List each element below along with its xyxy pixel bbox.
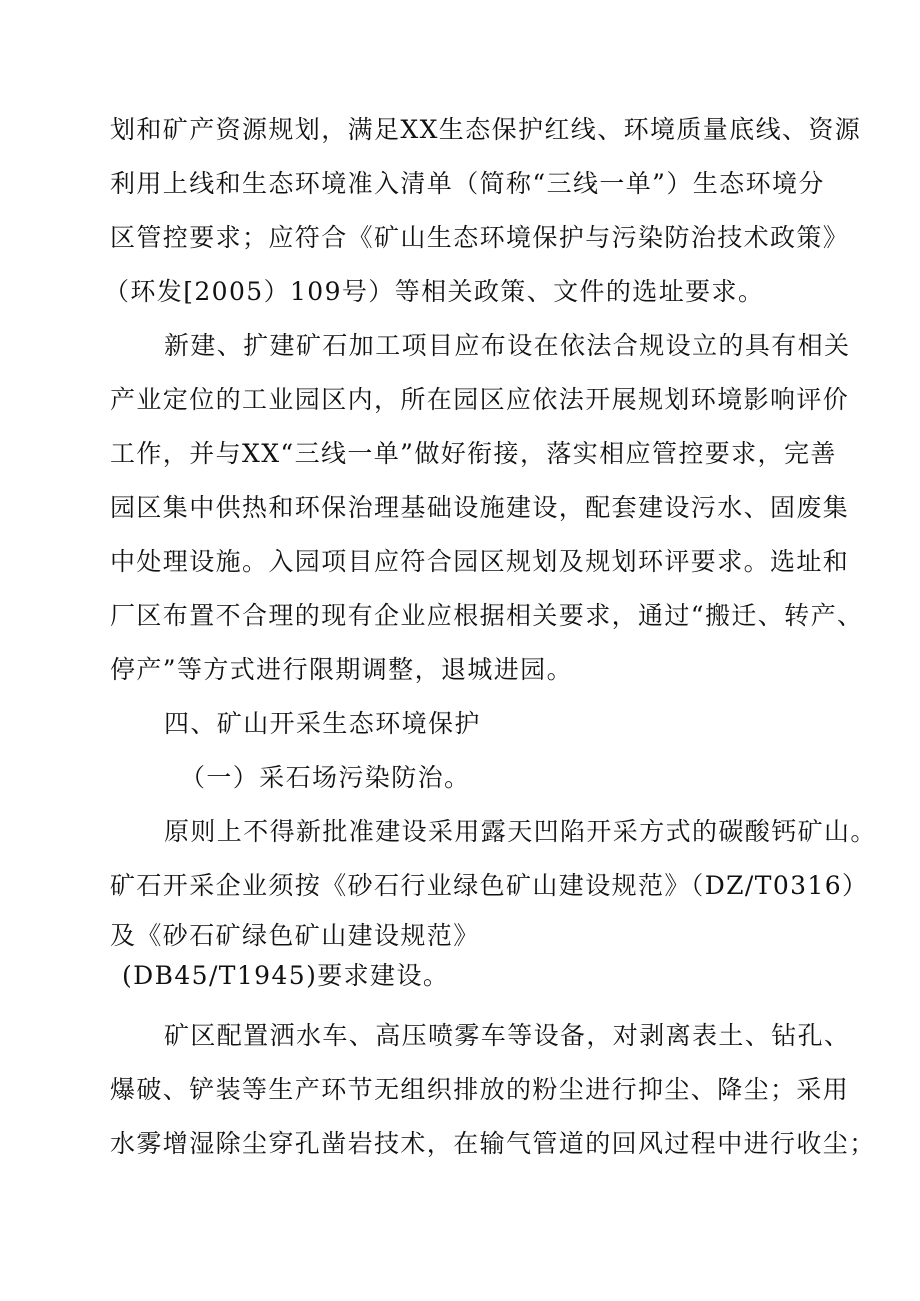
text-line: 爆破、铲装等生产环节无组织排放的粉尘进行抑尘、降尘；采用 <box>110 1075 850 1104</box>
text-line: 水雾增湿除尘穿孔凿岩技术，在输气管道的回风过程中进行收尘； <box>110 1129 876 1158</box>
paragraph-first-line: 矿区配置洒水车、高压喷雾车等设备，对剥离表土、钻孔、 <box>164 1021 851 1050</box>
text-line: 停产”等方式进行限期调整，退城进园。 <box>110 655 573 684</box>
paragraph-first-line: 原则上不得新批准建设采用露天凹陷开采方式的碳酸钙矿山。 <box>164 817 877 846</box>
text-line: (DB45/T1945)要求建设。 <box>122 961 450 990</box>
text-line: 矿石开采企业须按《砂石行业绿色矿山建设规范》（DZ/T0316） <box>110 871 869 900</box>
subsection-heading: （一）采石场污染防治。 <box>180 763 471 792</box>
text-line: 区管控要求；应符合《矿山生态环境保护与污染防治技术政策》 <box>110 223 850 252</box>
section-heading: 四、矿山开采生态环境保护 <box>164 709 481 738</box>
paragraph-first-line: 新建、扩建矿石加工项目应布设在依法合规设立的具有相关 <box>164 331 851 360</box>
text-line: 厂区布置不合理的现有企业应根据相关要求，通过“搬迁、转产、 <box>110 601 864 630</box>
text-line: 及《砂石矿绿色矿山建设规范》 <box>110 921 480 950</box>
text-line: 划和矿产资源规划，满足XX生态保护红线、环境质量底线、资源 <box>110 115 862 144</box>
text-line: 工作，并与XX“三线一单”做好衔接，落实相应管控要求，完善 <box>110 439 837 468</box>
text-line: 产业定位的工业园区内，所在园区应依法开展规划环境影响评价 <box>110 385 850 414</box>
text-line: 利用上线和生态环境准入清单（简称“三线一单”）生态环境分 <box>110 169 825 198</box>
text-line: （环发[2005）109号）等相关政策、文件的选址要求。 <box>104 277 765 306</box>
text-line: 中处理设施。入园项目应符合园区规划及规划环评要求。选址和 <box>110 547 850 576</box>
text-line: 园区集中供热和环保治理基础设施建设，配套建设污水、固废集 <box>110 493 850 522</box>
